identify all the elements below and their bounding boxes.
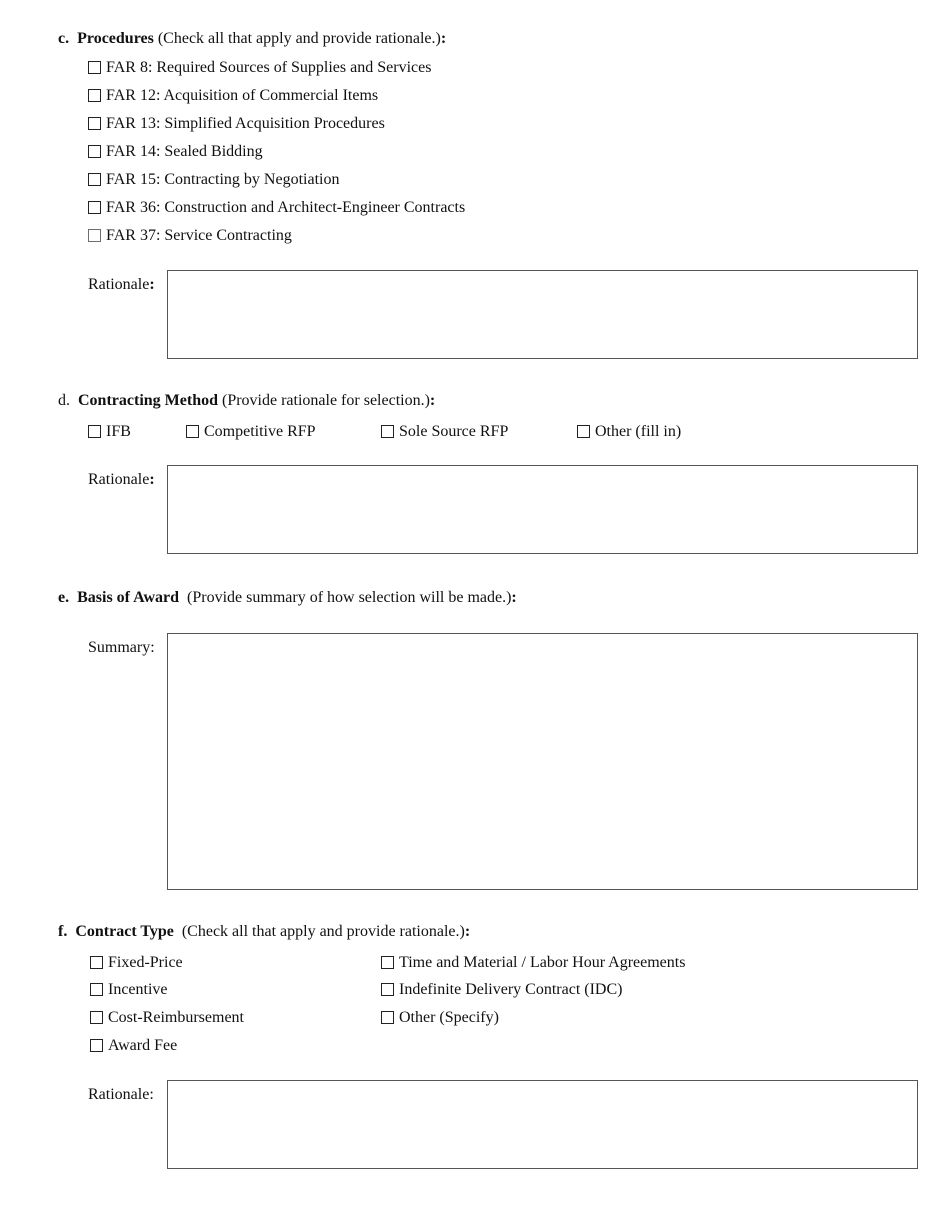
section-f-heading: f. Contract Type (Check all that apply and provide rationale.): [58, 923, 471, 940]
checkbox[interactable] [90, 956, 103, 969]
option-label: Cost-Reimbursement [108, 1009, 244, 1026]
section-letter: d. [58, 392, 70, 409]
option-label: Sole Source RFP [399, 423, 509, 440]
summary-label: Summary: [88, 639, 155, 656]
checkbox[interactable] [90, 983, 103, 996]
rationale-label: Rationale: [88, 1086, 154, 1103]
option-label: Other (fill in) [595, 423, 682, 440]
checkbox[interactable] [88, 201, 101, 214]
section-letter: e. [58, 589, 70, 606]
checkbox[interactable] [88, 229, 101, 242]
far-37-checkbox-option[interactable] [88, 227, 292, 245]
section-c-heading: c. Procedures (Check all that apply and provide rationale.): [58, 30, 447, 47]
basis-of-award-summary-field[interactable] [167, 633, 918, 890]
option-label: FAR 14: Sealed Bidding [106, 143, 263, 160]
incentive-checkbox-option[interactable] [90, 981, 168, 999]
option-label: FAR 13: Simplified Acquisition Procedures [106, 115, 385, 132]
option-label: Competitive RFP [204, 423, 316, 440]
section-e-heading: e. Basis of Award (Provide summary of how selection will be made.): [58, 589, 517, 606]
section-d-heading: d. Contracting Method (Provide rationale for selection.): [58, 392, 436, 409]
checkbox[interactable] [88, 173, 101, 186]
far-36-checkbox-option[interactable] [88, 199, 465, 217]
option-label: IFB [106, 423, 131, 440]
far-15-checkbox-option[interactable] [88, 171, 339, 189]
checkbox[interactable] [186, 425, 199, 438]
option-label: FAR 8: Required Sources of Supplies and Services [106, 59, 432, 76]
competitive-rfp-checkbox-option[interactable] [186, 423, 316, 441]
option-label: Other (Specify) [399, 1009, 499, 1026]
section-instruction: (Check all that apply and provide rationale.) [181, 923, 465, 940]
section-instruction: (Provide rationale for selection.) [221, 392, 430, 409]
procedures-rationale-field[interactable] [167, 270, 918, 359]
far-12-checkbox-option[interactable] [88, 87, 378, 105]
sole-source-rfp-checkbox-option[interactable] [381, 423, 508, 441]
section-title: Procedures [77, 30, 154, 47]
far-14-checkbox-option[interactable] [88, 143, 263, 161]
option-label: FAR 12: Acquisition of Commercial Items [106, 87, 379, 104]
cost-reimbursement-checkbox-option[interactable] [90, 1009, 244, 1027]
option-label: Award Fee [108, 1037, 178, 1054]
checkbox[interactable] [577, 425, 590, 438]
checkbox[interactable] [88, 425, 101, 438]
rationale-label: Rationale: [88, 276, 155, 293]
checkbox[interactable] [88, 145, 101, 158]
section-title: Contract Type [75, 923, 174, 940]
checkbox[interactable] [90, 1011, 103, 1024]
checkbox[interactable] [381, 425, 394, 438]
checkbox[interactable] [381, 956, 394, 969]
option-label: FAR 37: Service Contracting [106, 227, 292, 244]
checkbox[interactable] [88, 117, 101, 130]
option-label: Indefinite Delivery Contract (IDC) [399, 981, 623, 998]
section-letter: f. [58, 923, 68, 940]
contracting-method-rationale-field[interactable] [167, 465, 918, 554]
checkbox[interactable] [381, 983, 394, 996]
idc-checkbox-option[interactable] [381, 981, 622, 999]
other-specify-checkbox-option[interactable] [381, 1009, 499, 1027]
far-13-checkbox-option[interactable] [88, 115, 385, 133]
contract-type-rationale-field[interactable] [167, 1080, 918, 1169]
section-letter: c. [58, 30, 70, 47]
option-label: Fixed-Price [108, 954, 183, 971]
option-label: Incentive [108, 981, 168, 998]
checkbox[interactable] [381, 1011, 394, 1024]
fixed-price-checkbox-option[interactable] [90, 954, 183, 972]
section-title: Basis of Award [77, 589, 180, 606]
checkbox[interactable] [90, 1039, 103, 1052]
option-label: Time and Material / Labor Hour Agreements [399, 954, 686, 971]
rationale-label: Rationale: [88, 471, 155, 488]
ifb-checkbox-option[interactable] [88, 423, 131, 441]
section-instruction: (Provide summary of how selection will be made.) [187, 589, 512, 606]
other-fill-in-checkbox-option[interactable] [577, 423, 681, 441]
option-label: FAR 36: Construction and Architect-Engineer Contracts [106, 199, 466, 216]
time-and-material-checkbox-option[interactable] [381, 954, 685, 972]
checkbox[interactable] [88, 89, 101, 102]
option-label: FAR 15: Contracting by Negotiation [106, 171, 340, 188]
far-8-checkbox-option[interactable] [88, 59, 431, 77]
section-instruction: (Check all that apply and provide rationale.) [157, 30, 441, 47]
section-title: Contracting Method [78, 392, 218, 409]
award-fee-checkbox-option[interactable] [90, 1037, 177, 1055]
checkbox[interactable] [88, 61, 101, 74]
